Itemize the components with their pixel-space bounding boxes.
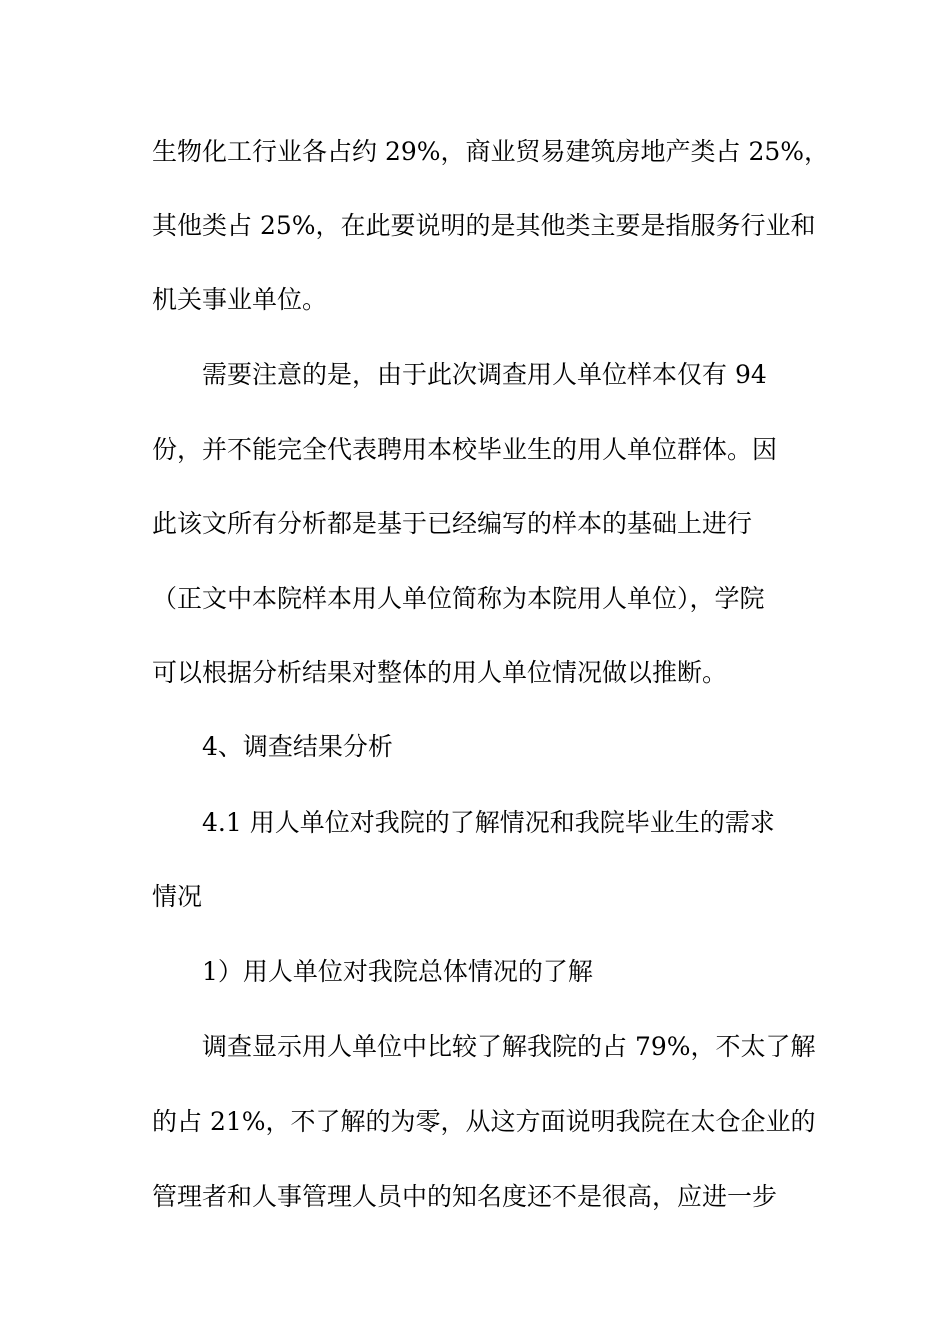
paragraph-line-10: 的占 21%，不了解的为零，从这方面说明我院在太仓企业的 bbox=[152, 1107, 816, 1136]
subsection-heading-line-2: 情况 bbox=[152, 882, 203, 911]
paragraph-line-1: 生物化工行业各占约 29%，商业贸易建筑房地产类占 25%， bbox=[152, 137, 830, 166]
paragraph-line-6: 此该文所有分析都是基于已经编写的样本的基础上进行 bbox=[152, 509, 753, 538]
item-heading: 1）用人单位对我院总体情况的了解 bbox=[202, 957, 593, 986]
paragraph-line-8: 可以根据分析结果对整体的用人单位情况做以推断。 bbox=[152, 658, 728, 687]
paragraph-line-7: （正文中本院样本用人单位简称为本院用人单位），学院 bbox=[152, 584, 765, 613]
paragraph-line-5: 份，并不能完全代表聘用本校毕业生的用人单位群体。因 bbox=[152, 435, 778, 464]
paragraph-line-11: 管理者和人事管理人员中的知名度还不是很高，应进一步 bbox=[152, 1182, 778, 1211]
paragraph-line-3: 机关事业单位。 bbox=[152, 285, 328, 314]
paragraph-line-2: 其他类占 25%，在此要说明的是其他类主要是指服务行业和 bbox=[152, 211, 816, 240]
paragraph-line-4: 需要注意的是，由于此次调查用人单位样本仅有 94 bbox=[202, 360, 767, 389]
paragraph-line-9: 调查显示用人单位中比较了解我院的占 79%，不太了解 bbox=[202, 1032, 816, 1061]
subsection-heading-line-1: 4.1 用人单位对我院的了解情况和我院毕业生的需求 bbox=[202, 808, 775, 837]
section-heading: 4、调查结果分析 bbox=[202, 732, 393, 761]
